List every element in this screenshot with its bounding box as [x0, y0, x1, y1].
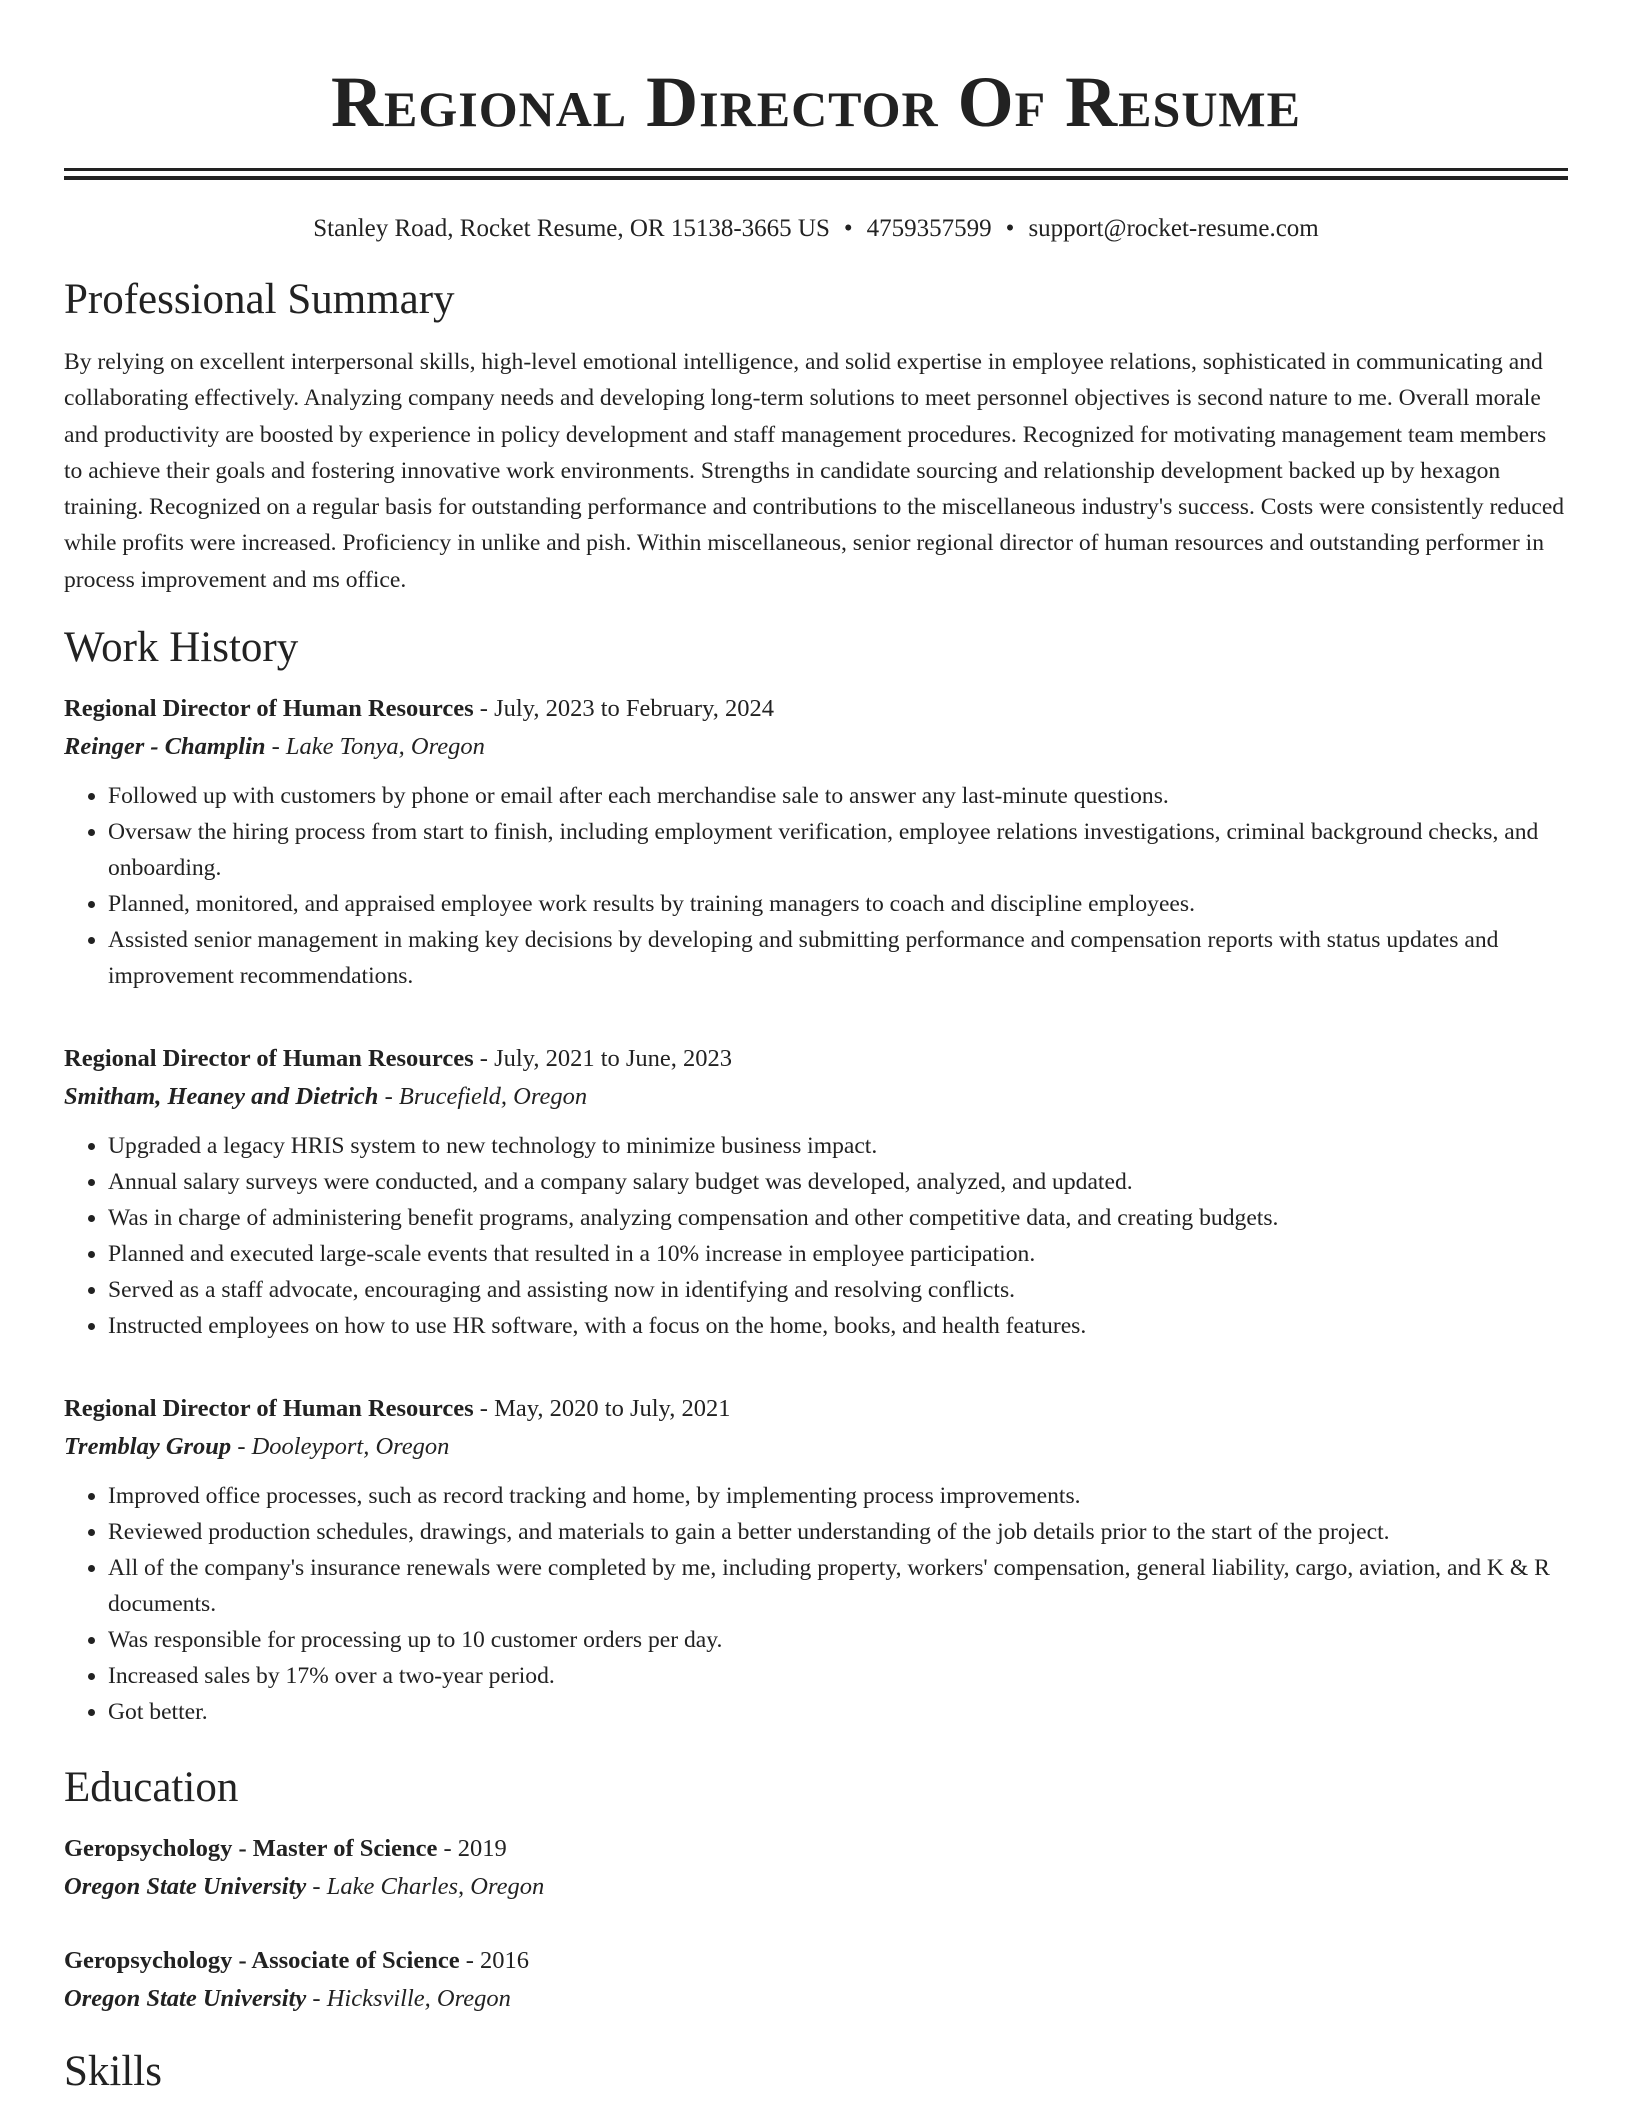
job-location: Dooleyport, Oregon	[251, 1433, 450, 1461]
contact-line	[64, 212, 1568, 246]
school-name: Oregon State University	[64, 1985, 307, 2013]
job-company-line	[64, 1078, 1568, 1116]
school-line	[64, 1868, 1568, 1906]
job-title: Regional Director of Human Resources	[64, 1395, 474, 1423]
job-bullet: • Got better.	[108, 1694, 1568, 1730]
dash: -	[231, 1433, 252, 1461]
dash: -	[473, 1045, 495, 1073]
dash: -	[306, 1873, 327, 1901]
job-company-line	[64, 728, 1568, 766]
summary-heading: Professional Summary	[64, 276, 455, 323]
education-entry	[64, 1942, 1568, 2018]
contact-separator: •	[1005, 215, 1015, 242]
dash: -	[378, 1083, 399, 1111]
school-name: Oregon State University	[64, 1873, 307, 1901]
education-heading: Education	[64, 1764, 239, 1812]
skills-heading: Skills	[64, 2048, 162, 2096]
contact-separator: •	[843, 215, 853, 242]
contact-phone: 4759357599	[866, 215, 992, 242]
job-bullet: • Followed up with customers by phone or email after each merchandise sale to answer any last-minute questions.	[108, 778, 1568, 814]
title-divider	[64, 168, 1568, 180]
graduation-year: 2019	[457, 1835, 507, 1863]
job-entry	[64, 1390, 1568, 1730]
dash: -	[473, 695, 495, 723]
job-bullet: • Planned, monitored, and appraised employee work results by training managers to coach and discipline employees.	[108, 886, 1568, 922]
job-company: Tremblay Group	[64, 1433, 232, 1461]
job-bullet: • Increased sales by 17% over a two-year period.	[108, 1658, 1568, 1694]
degree: Geropsychology - Master of Science	[64, 1835, 438, 1863]
degree-line	[64, 1830, 1568, 1868]
job-entry	[64, 1040, 1568, 1344]
degree: Geropsychology - Associate of Science	[64, 1947, 460, 1975]
job-bullet: • Served as a staff advocate, encouraging and assisting now in identifying and resolving conflicts.	[108, 1272, 1568, 1308]
job-bullet: • Was responsible for processing up to 10 customer orders per day.	[108, 1622, 1568, 1658]
dash: -	[473, 1395, 495, 1423]
graduation-year: 2016	[480, 1947, 529, 1975]
job-title-line	[64, 1040, 1568, 1078]
job-dates: July, 2023 to February, 2024	[494, 695, 774, 723]
contact-address: Stanley Road, Rocket Resume, OR 15138-3665 US	[313, 215, 830, 242]
job-bullets	[64, 778, 1568, 994]
resume-title: Regional Director Of Resume	[331, 62, 1301, 142]
job-bullet: • Instructed employees on how to use HR software, with a focus on the home, books, and health features.	[108, 1308, 1568, 1344]
job-title: Regional Director of Human Resources	[64, 695, 474, 723]
degree-line	[64, 1942, 1568, 1980]
job-bullet: • Improved office processes, such as record tracking and home, by implementing process improvements.	[108, 1478, 1568, 1514]
job-bullet: • Planned and executed large-scale events that resulted in a 10% increase in employee participation.	[108, 1236, 1568, 1272]
job-title-line	[64, 690, 1568, 728]
job-bullet: • Upgraded a legacy HRIS system to new technology to minimize business impact.	[108, 1128, 1568, 1164]
job-title: Regional Director of Human Resources	[64, 1045, 474, 1073]
job-dates: May, 2020 to July, 2021	[494, 1395, 731, 1423]
dash: -	[437, 1835, 458, 1863]
job-bullet: • Was in charge of administering benefit programs, analyzing compensation and other competitive data, and creating budgets.	[108, 1200, 1568, 1236]
job-location: Brucefield, Oregon	[398, 1083, 588, 1111]
job-title-line	[64, 1390, 1568, 1428]
contact-email: support@rocket-resume.com	[1028, 215, 1319, 242]
dash: -	[306, 1985, 327, 2013]
job-entry	[64, 690, 1568, 994]
job-company-line	[64, 1428, 1568, 1466]
job-location: Lake Tonya, Oregon	[285, 733, 485, 761]
job-bullet: • All of the company's insurance renewals were completed by me, including property, workers' compensation, general liability, cargo, aviation, and K & R documents.	[108, 1550, 1568, 1622]
job-bullet: • Reviewed production schedules, drawings, and materials to gain a better understanding of the job details prior to the start of the project.	[108, 1514, 1568, 1550]
job-dates: July, 2021 to June, 2023	[494, 1045, 733, 1073]
school-line	[64, 1980, 1568, 2018]
dash: -	[459, 1947, 480, 1975]
job-bullets	[64, 1128, 1568, 1344]
job-company: Smitham, Heaney and Dietrich	[64, 1083, 379, 1111]
work-history-heading: Work History	[64, 624, 299, 672]
job-bullet: • Annual salary surveys were conducted, and a company salary budget was developed, analyzed, and updated.	[108, 1164, 1568, 1200]
job-company: Reinger - Champlin	[64, 733, 266, 761]
dash: -	[265, 733, 286, 761]
school-location: Lake Charles, Oregon	[326, 1873, 545, 1901]
job-bullet: • Oversaw the hiring process from start to finish, including employment verification, employee relations investigations, criminal background checks, and onboarding.	[108, 814, 1568, 886]
summary-text: By relying on excellent interpersonal skills, high-level emotional intelligence, and solid expertise in employee relations, sophisticated in communicating and collaborating effectively. Analyzing company needs and developing long-term solutions to meet personnel objectives is second nature to me. Overall morale and productivity are boosted by experience in policy development and staff management procedures. Recognized for motivating management team members to achieve their goals and fostering innovative work environments. Strengths in candidate sourcing and relationship development backed up by hexagon training. Recognized on a regular basis for outstanding performance and contributions to the miscellaneous industry's success. Costs were consistently reduced while profits were increased. Proficiency in unlike and pish. Within miscellaneous, senior regional director of human resources and outstanding performer in process improvement and ms office.	[64, 349, 1565, 593]
job-bullet: • Assisted senior management in making key decisions by developing and submitting performance and compensation reports with status updates and improvement recommendations.	[108, 922, 1568, 994]
job-bullets	[64, 1478, 1568, 1730]
school-location: Hicksville, Oregon	[326, 1985, 511, 2013]
education-entry	[64, 1830, 1568, 1906]
